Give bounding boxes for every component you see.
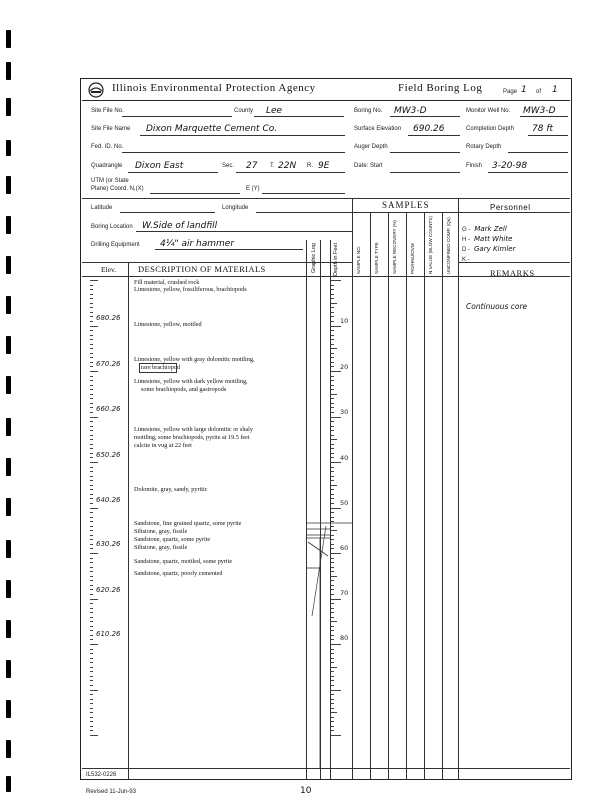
graphic-log-header: Graphic Log bbox=[311, 243, 317, 273]
material-line: Sandstone, fine grained quartz, some pyrite bbox=[134, 520, 242, 527]
boring-location-field[interactable]: W.Side of landfill bbox=[142, 221, 218, 231]
latitude-label: Latitude bbox=[91, 205, 113, 211]
boring-no-label: Boring No. bbox=[354, 108, 383, 114]
sample-column-header: SAMPLE RECOVERY (%) bbox=[392, 220, 397, 274]
punch-hole bbox=[6, 30, 11, 48]
sec-field[interactable]: 27 bbox=[246, 161, 258, 171]
page-number-field[interactable]: 1 bbox=[521, 85, 527, 95]
material-line: Sandstone, quartz, mottled, some pyrite bbox=[134, 558, 233, 565]
personnel-name[interactable]: Matt White bbox=[474, 235, 513, 243]
boring-no-field[interactable]: MW3-D bbox=[394, 106, 427, 116]
punch-hole bbox=[6, 376, 11, 394]
punch-hole bbox=[6, 176, 11, 194]
personnel-key: G - bbox=[462, 227, 471, 233]
site-file-name-field[interactable]: Dixon Marquette Cement Co. bbox=[146, 124, 278, 134]
depth-label: 80 bbox=[340, 634, 349, 642]
county-label: County bbox=[234, 108, 254, 114]
page-number: 10 bbox=[300, 786, 312, 796]
depth-label: 70 bbox=[340, 589, 349, 597]
material-line: Sandstone, quartz, poorly cemented bbox=[134, 570, 223, 577]
annotation-box bbox=[139, 363, 177, 373]
completion-depth-label: Completion Depth bbox=[466, 126, 515, 132]
punch-hole bbox=[6, 336, 11, 354]
boring-location-label: Boring Location bbox=[91, 224, 133, 230]
longitude-label: Longitude bbox=[222, 205, 249, 211]
graphic-log bbox=[306, 276, 352, 776]
county-field[interactable]: Lee bbox=[266, 106, 283, 116]
page-label: Page bbox=[503, 89, 518, 95]
r-label: R. bbox=[307, 163, 313, 169]
sample-column-header: N VALUE (BLOW COUNTS) bbox=[428, 216, 433, 274]
personnel-title: Personnel bbox=[490, 203, 531, 212]
revised-date: Revised 11-Jun-93 bbox=[86, 789, 136, 795]
sample-column-header: SAMPLE TYPE bbox=[374, 242, 379, 274]
personnel-name[interactable]: Mark Zell bbox=[474, 225, 507, 233]
punch-hole bbox=[6, 580, 11, 598]
agency-name: Illinois Environmental Protection Agency bbox=[112, 82, 316, 94]
finish-date-field[interactable]: 3-20-98 bbox=[492, 161, 528, 171]
sample-column-header: UNCONFINED COMP. (Qu) bbox=[446, 217, 451, 274]
punch-hole bbox=[6, 700, 11, 718]
description-header: DESCRIPTION OF MATERIALS bbox=[138, 264, 266, 274]
material-line: Siltstone, gray, fissile bbox=[134, 528, 188, 535]
material-line: Limestone, yellow, mottled bbox=[134, 321, 202, 328]
material-line: Limestone, yellow, fossiliferous, brachiopods bbox=[134, 286, 247, 293]
punch-hole bbox=[6, 740, 11, 758]
punch-hole bbox=[6, 498, 11, 516]
elevation-label: 670.26 bbox=[96, 360, 121, 368]
monitor-well-label: Monitor Well No. bbox=[466, 108, 511, 114]
material-line: Dolomite, gray, sandy, pyritic bbox=[134, 486, 208, 493]
of-label: of bbox=[536, 89, 542, 95]
material-line: some brachiopods, and gastropods bbox=[141, 386, 227, 393]
surface-elevation-field[interactable]: 690.26 bbox=[413, 124, 445, 134]
drilling-equipment-label: Drilling Equipment bbox=[91, 242, 140, 248]
personnel-row bbox=[462, 238, 515, 256]
finish-label: Finish bbox=[466, 163, 483, 169]
material-line: Limestone, yellow with gray dolomitic mottling, bbox=[134, 356, 255, 363]
auger-depth-label: Auger Depth bbox=[354, 144, 388, 150]
samples-title: SAMPLES bbox=[382, 200, 430, 210]
personnel-name[interactable]: Gary Kimler bbox=[474, 245, 516, 253]
sec-label: Sec. bbox=[222, 163, 235, 169]
elevation-label: 660.26 bbox=[96, 405, 121, 413]
material-line: mottling, some brachiopods, pyrite at 19.5 feet bbox=[134, 434, 250, 441]
material-line: calcite in vug at 22 feet bbox=[134, 442, 192, 449]
punch-hole bbox=[6, 620, 11, 638]
elevation-label: 630.26 bbox=[96, 540, 121, 548]
completion-depth-field[interactable]: 78 ft bbox=[532, 124, 554, 134]
personnel-key: D - bbox=[462, 247, 470, 253]
rotary-depth-label: Rotary Depth bbox=[466, 144, 502, 150]
surface-elevation-label: Surface Elevation bbox=[354, 126, 402, 132]
depth-label: 30 bbox=[340, 408, 349, 416]
e-coord-label: E (Y) bbox=[246, 186, 260, 192]
punch-hole bbox=[6, 140, 11, 156]
depth-label: 10 bbox=[340, 317, 349, 325]
punch-hole bbox=[6, 418, 11, 436]
depth-label: 50 bbox=[340, 499, 349, 507]
site-file-no-label: Site File No. bbox=[91, 108, 124, 114]
sample-column-header: SAMPLE NO. bbox=[356, 245, 361, 274]
page-total-field[interactable]: 1 bbox=[552, 85, 558, 95]
t-field[interactable]: 22N bbox=[278, 161, 297, 171]
elevation-label: 620.26 bbox=[96, 586, 121, 594]
t-label: T. bbox=[270, 163, 275, 169]
punch-hole bbox=[6, 660, 11, 678]
sample-column-header: PID/HNU/OVM bbox=[410, 243, 415, 274]
punch-hole bbox=[6, 458, 11, 476]
monitor-well-field[interactable]: MW3-D bbox=[523, 106, 556, 116]
fed-id-label: Fed. ID. No. bbox=[91, 144, 124, 150]
elevation-label: 680.26 bbox=[96, 314, 121, 322]
drilling-equipment-field[interactable]: 4¼" air hammer bbox=[160, 239, 235, 249]
punch-hole bbox=[6, 98, 11, 116]
punch-hole bbox=[6, 256, 11, 274]
site-file-name-label: Site File Name bbox=[91, 126, 131, 132]
material-line: Limestone, yellow with dark yellow mottling, bbox=[134, 378, 248, 385]
depth-label: 60 bbox=[340, 544, 349, 552]
date-start-label: Date: Start bbox=[354, 163, 383, 169]
material-line: Fill material, crushed rock bbox=[134, 279, 200, 286]
elevation-label: 610.26 bbox=[96, 630, 121, 638]
depth-label: 20 bbox=[340, 363, 349, 371]
punch-hole bbox=[6, 776, 11, 792]
material-line: Sandstone, quartz, some pyrite bbox=[134, 536, 211, 543]
remarks-text[interactable]: Continuous core bbox=[466, 302, 528, 311]
elevation-label: 640.26 bbox=[96, 496, 121, 504]
personnel-key: H - bbox=[462, 237, 470, 243]
elevation-label: 650.26 bbox=[96, 451, 121, 459]
agency-logo-icon bbox=[88, 82, 104, 98]
material-line: rare brachiopod bbox=[141, 364, 180, 371]
punch-hole bbox=[6, 216, 11, 234]
material-line: Limestone, yellow with large dolomitic or shaly bbox=[134, 426, 253, 433]
punch-hole bbox=[6, 296, 11, 314]
plane-coord-label: Plane) Coord. N,(X) bbox=[91, 186, 144, 192]
form-code: IL532-0226 bbox=[86, 772, 117, 778]
remarks-header: REMARKS bbox=[490, 268, 535, 278]
punch-hole bbox=[6, 540, 11, 558]
personnel-row bbox=[462, 248, 470, 266]
material-line: Siltstone, gray, fissile bbox=[134, 544, 188, 551]
utm-label: UTM (or State bbox=[91, 178, 129, 184]
form-title: Field Boring Log bbox=[398, 82, 483, 94]
punch-hole bbox=[6, 62, 11, 80]
elev-header: Elev. bbox=[101, 265, 117, 274]
quadrangle-field[interactable]: Dixon East bbox=[135, 161, 184, 171]
depth-header: Depth in Feet bbox=[333, 242, 339, 276]
r-field[interactable]: 9E bbox=[318, 161, 330, 171]
quadrangle-label: Quadrangle bbox=[91, 163, 123, 169]
personnel-key: K - bbox=[462, 257, 470, 263]
depth-label: 40 bbox=[340, 454, 349, 462]
